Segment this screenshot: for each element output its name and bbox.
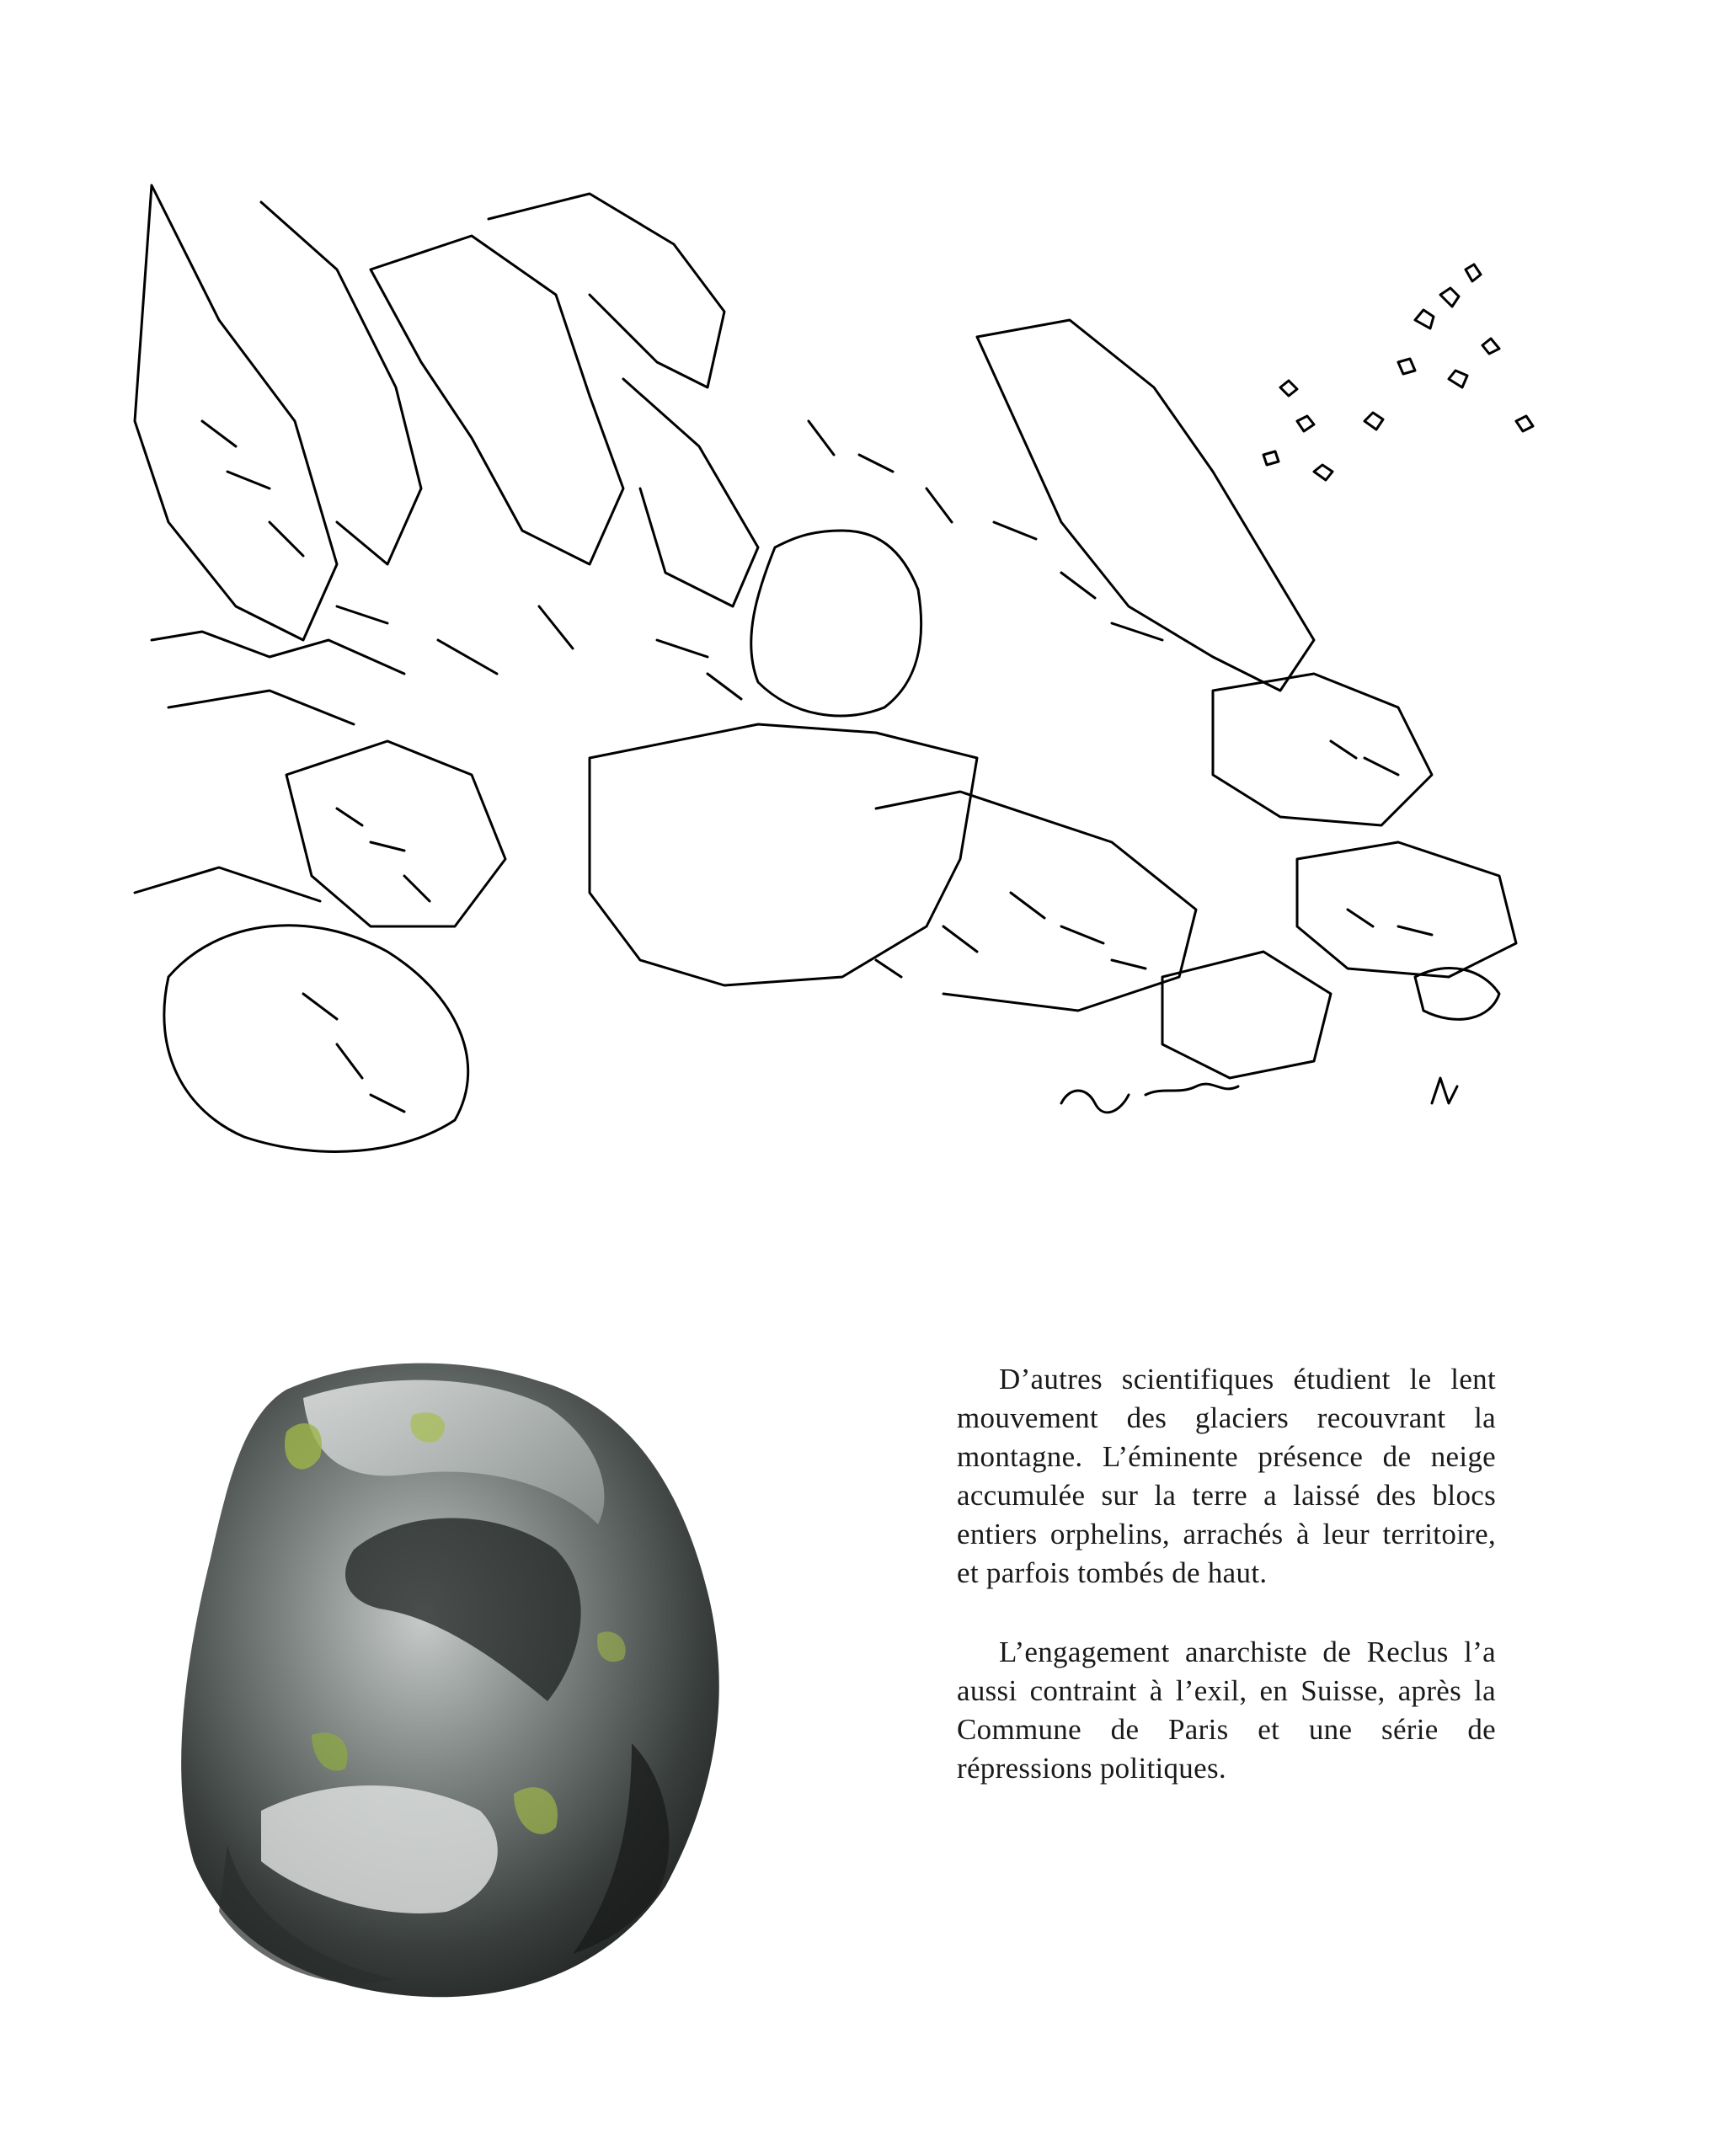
watercolor-boulder (160, 1339, 783, 2030)
body-text (957, 1360, 1496, 1788)
paragraph-reclus-exile: L’engagement anarchiste de Reclus l’a aussi contraint à l’exil, en Suisse, après la Commune de Paris et une série de répressions politiques. (957, 1636, 1496, 1785)
rocky-slope-line-drawing (118, 168, 1609, 1162)
paragraph-glaciers: D’autres scientifiques étudient le lent mouvement des glaciers recouvrant la montagne. L’éminente présence de neige accumulée sur la terre a laissé des blocs entiers orphelins, arrachés à leur territoire, et parfois tombés de haut. (957, 1363, 1496, 1589)
